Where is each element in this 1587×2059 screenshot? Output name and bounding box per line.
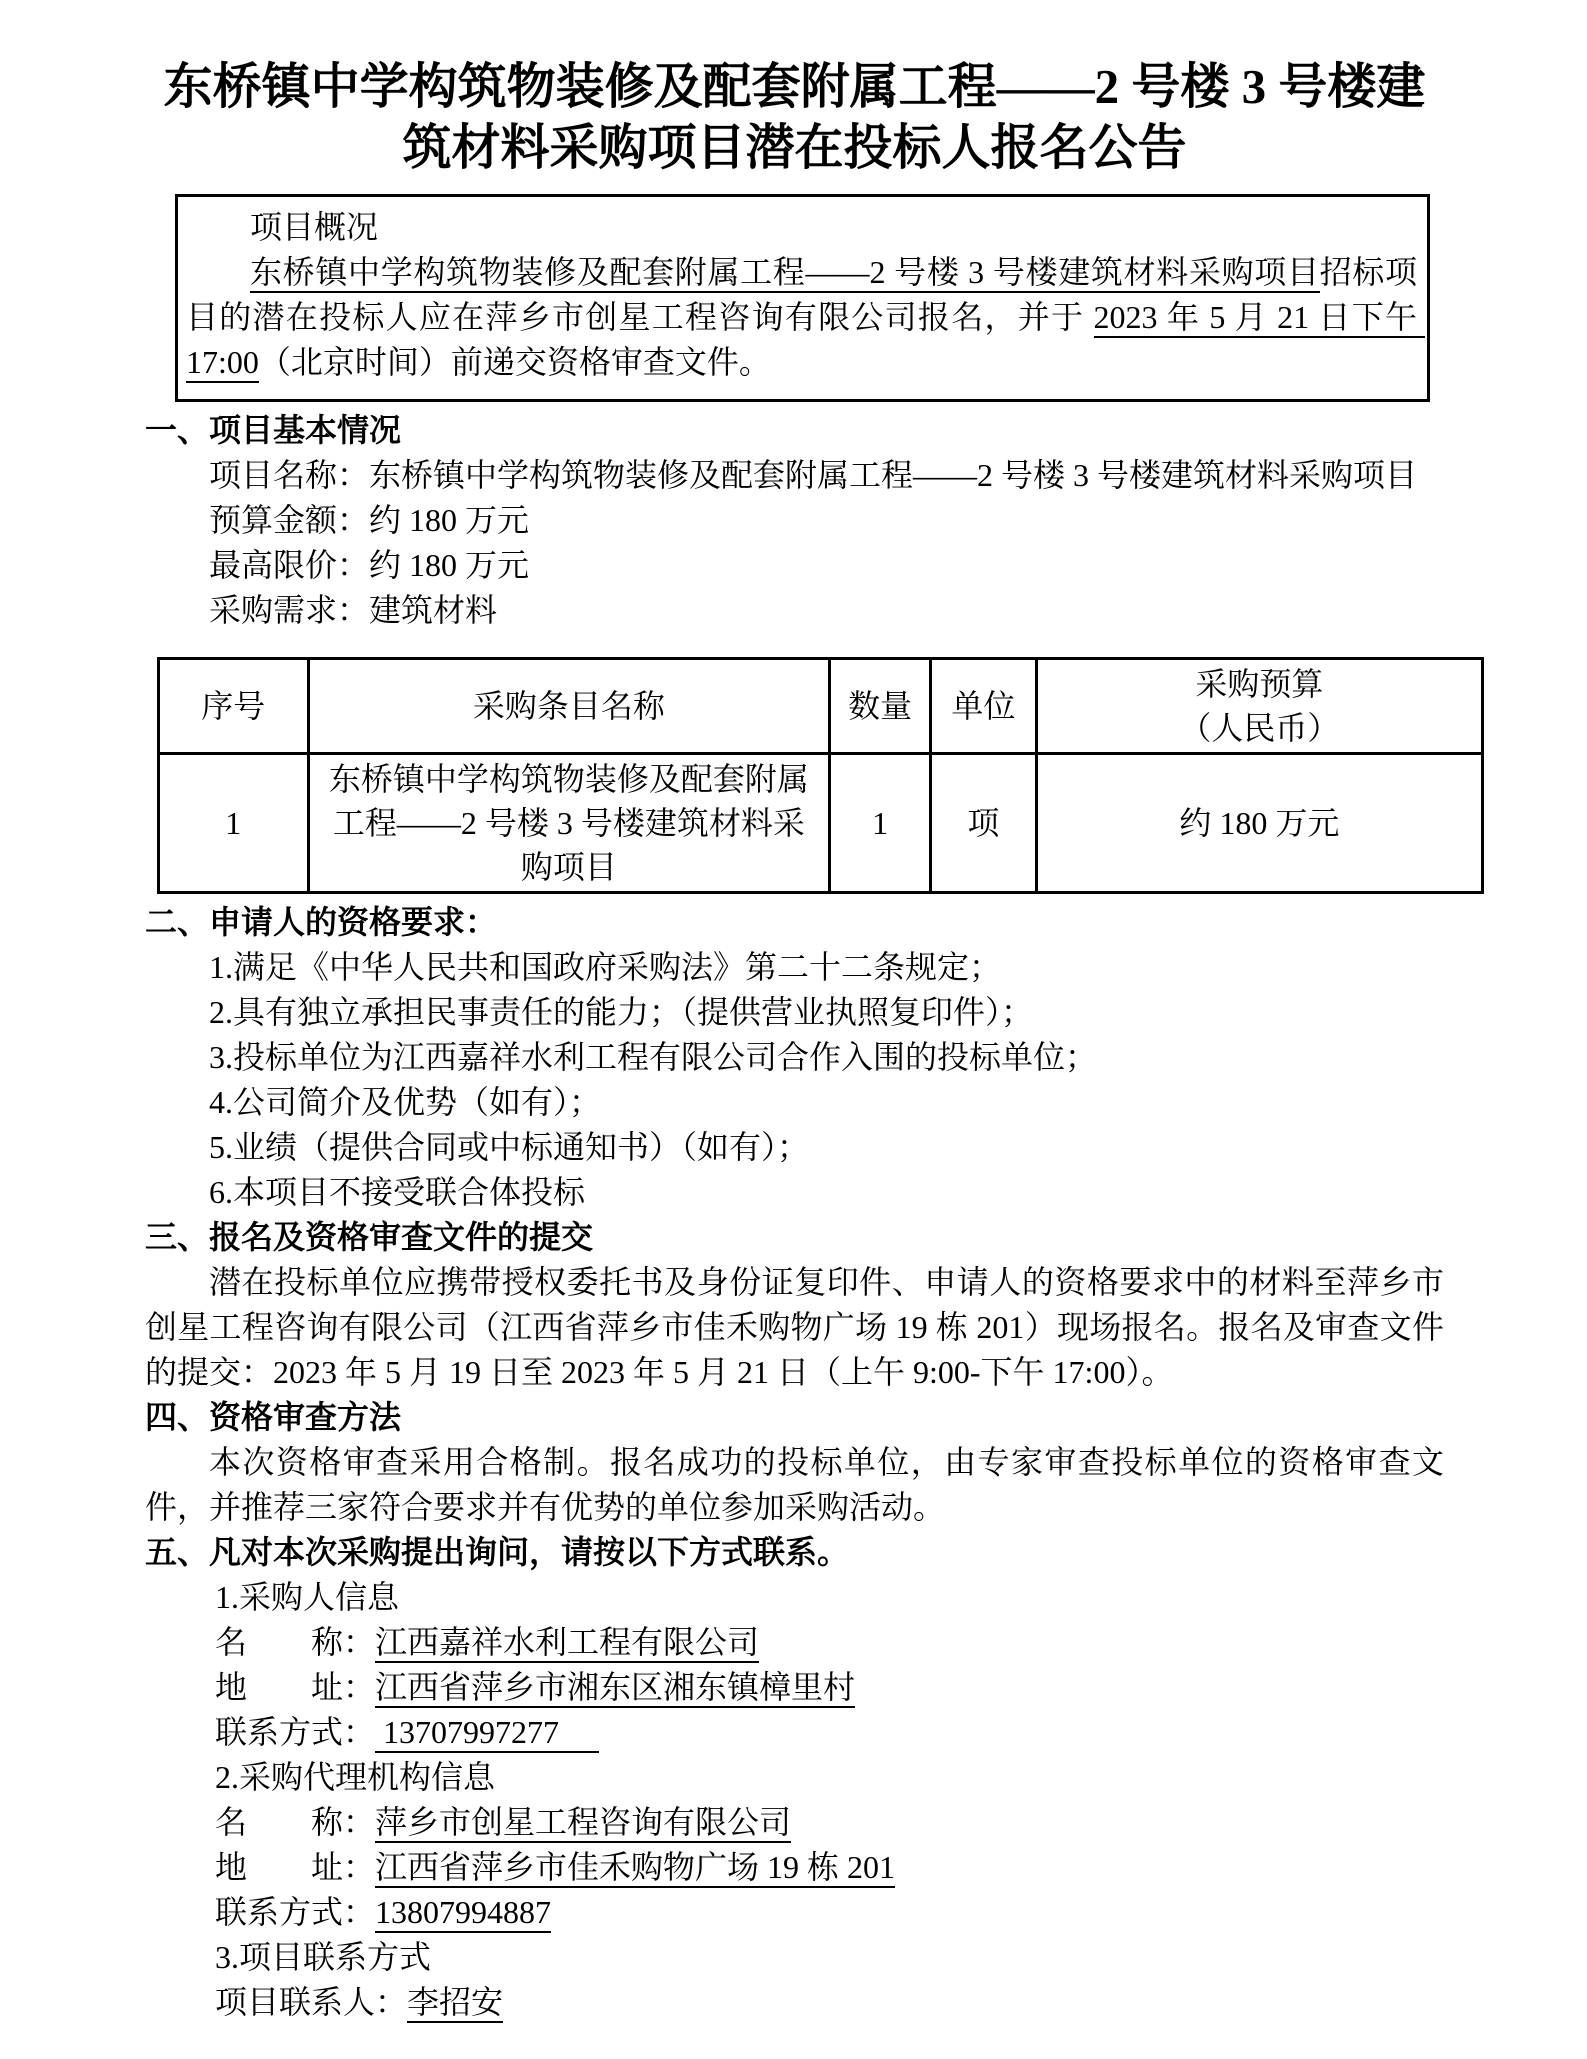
section4-heading: 四、资格审查方法 (145, 1399, 402, 1435)
agency-addr-line (215, 1845, 1444, 1890)
purchaser-phone-value: 13707997277 (375, 1714, 599, 1753)
header-cell-no: 序号 (159, 659, 309, 754)
section3-paragraph: 潜在投标单位应携带授权委托书及身份证复印件、申请人的资格要求中的材料至萍乡市创星工程咨询有限公司（江西省萍乡市佳禾购物广场 19 栋 201）现场报名。报名及审查文件的提交：2023 年 5 月 19 日至 2023 年 5 月 21 日（上午 9:00-下午 17:00）。 (145, 1264, 1444, 1390)
qualification-item: 4.公司简介及优势（如有）； (209, 1084, 602, 1120)
overview-deadline: 2023 年 5 月 21 日下午 17:00 (186, 299, 1425, 383)
purchaser-addr-label: 地 址： (215, 1669, 376, 1705)
purchaser-addr-value: 江西省萍乡市湘东区湘东镇樟里村 (375, 1669, 855, 1708)
purchaser-addr-line (215, 1665, 1444, 1710)
purchaser-name-line (215, 1620, 1444, 1665)
agency-name-line (215, 1800, 1444, 1845)
contact-person-value: 李招安 (407, 1984, 503, 2023)
cell-item: 东桥镇中学构筑物装修及配套附属工程——2 号楼 3 号楼建筑材料采购项目 (308, 754, 830, 893)
agency-name-label: 名 称： (215, 1804, 376, 1840)
procurement-items-table (157, 657, 1484, 894)
header-budget-line2: （人民币） (1179, 710, 1340, 746)
overview-project-name: 东桥镇中学构筑物装修及配套附属工程——2 号楼 3 号楼建筑材料采购项目 (250, 254, 1320, 293)
qualification-item: 3.投标单位为江西嘉祥水利工程有限公司合作入围的投标单位； (209, 1039, 1098, 1075)
purchaser-phone-label: 联系方式： (215, 1714, 376, 1750)
purchaser-info-heading: 1.采购人信息 (215, 1579, 400, 1615)
agency-info-heading: 2.采购代理机构信息 (215, 1759, 496, 1795)
section5-heading: 五、凡对本次采购提出询问，请按以下方式联系。 (145, 1534, 850, 1570)
qualification-item: 6.本项目不接受联合体投标 (209, 1174, 586, 1210)
agency-phone-line (215, 1890, 1444, 1935)
cell-unit: 项 (930, 754, 1036, 893)
qualification-item: 5.业绩（提供合同或中标通知书）（如有）； (209, 1129, 810, 1165)
agency-name-value: 萍乡市创星工程咨询有限公司 (375, 1804, 791, 1843)
project-name-line: 项目名称：东桥镇中学构筑物装修及配套附属工程——2 号楼 3 号楼建筑材料采购项目 (209, 457, 1418, 493)
section1-heading: 一、项目基本情况 (145, 412, 402, 448)
qualification-item: 1.满足《中华人民共和国政府采购法》第二十二条规定； (209, 949, 1002, 985)
header-budget-line1: 采购预算 (1195, 666, 1324, 702)
agency-addr-label: 地 址： (215, 1849, 376, 1885)
project-overview-box (175, 194, 1430, 402)
demand-line: 采购需求：建筑材料 (209, 592, 498, 628)
overview-paragraph (186, 250, 1425, 385)
header-cell-qty: 数量 (830, 659, 931, 754)
contact-person-line (215, 1980, 1444, 2025)
contact-person-label: 项目联系人： (215, 1984, 408, 2020)
cell-budget: 约 180 万元 (1036, 754, 1482, 893)
cell-qty: 1 (830, 754, 931, 893)
overview-tail-text: （北京时间）前递交资格审查文件。 (258, 344, 771, 380)
section4-paragraph: 本次资格审查采用合格制。报名成功的投标单位，由专家审查投标单位的资格审查文件，并推荐三家符合要求并有优势的单位参加采购活动。 (145, 1444, 1444, 1525)
purchaser-name-value: 江西嘉祥水利工程有限公司 (375, 1624, 759, 1663)
section3-heading: 三、报名及资格审查文件的提交 (145, 1219, 594, 1255)
purchaser-name-label: 名 称： (215, 1624, 376, 1660)
overview-label: 项目概况 (250, 209, 379, 245)
price-cap-line: 最高限价：约 180 万元 (209, 547, 530, 583)
header-cell-budget (1036, 659, 1482, 754)
agency-addr-value: 江西省萍乡市佳禾购物广场 19 栋 201 (375, 1849, 895, 1888)
contact-block (145, 1575, 1444, 2025)
project-contact-heading: 3.项目联系方式 (215, 1939, 432, 1975)
budget-line: 预算金额：约 180 万元 (209, 502, 530, 538)
section2-heading: 二、申请人的资格要求： (145, 904, 498, 940)
qualification-item: 2.具有独立承担民事责任的能力；（提供营业执照复印件）； (209, 994, 1034, 1030)
cell-no: 1 (159, 754, 309, 893)
header-cell-item: 采购条目名称 (308, 659, 830, 754)
page-title: 东桥镇中学构筑物装修及配套附属工程——2 号楼 3 号楼建筑材料采购项目潜在投标人报名公告 (163, 59, 1426, 175)
table-header-row (159, 659, 1483, 754)
overview-mid-text: 招标项目的潜在投标人应在萍乡市创星工程咨询有限公司报名，并于 (186, 254, 1417, 335)
table-row (159, 754, 1483, 893)
header-cell-unit: 单位 (930, 659, 1036, 754)
purchaser-phone-line (215, 1710, 1444, 1755)
agency-phone-value: 13807994887 (375, 1894, 551, 1933)
agency-phone-label: 联系方式： (215, 1894, 376, 1930)
